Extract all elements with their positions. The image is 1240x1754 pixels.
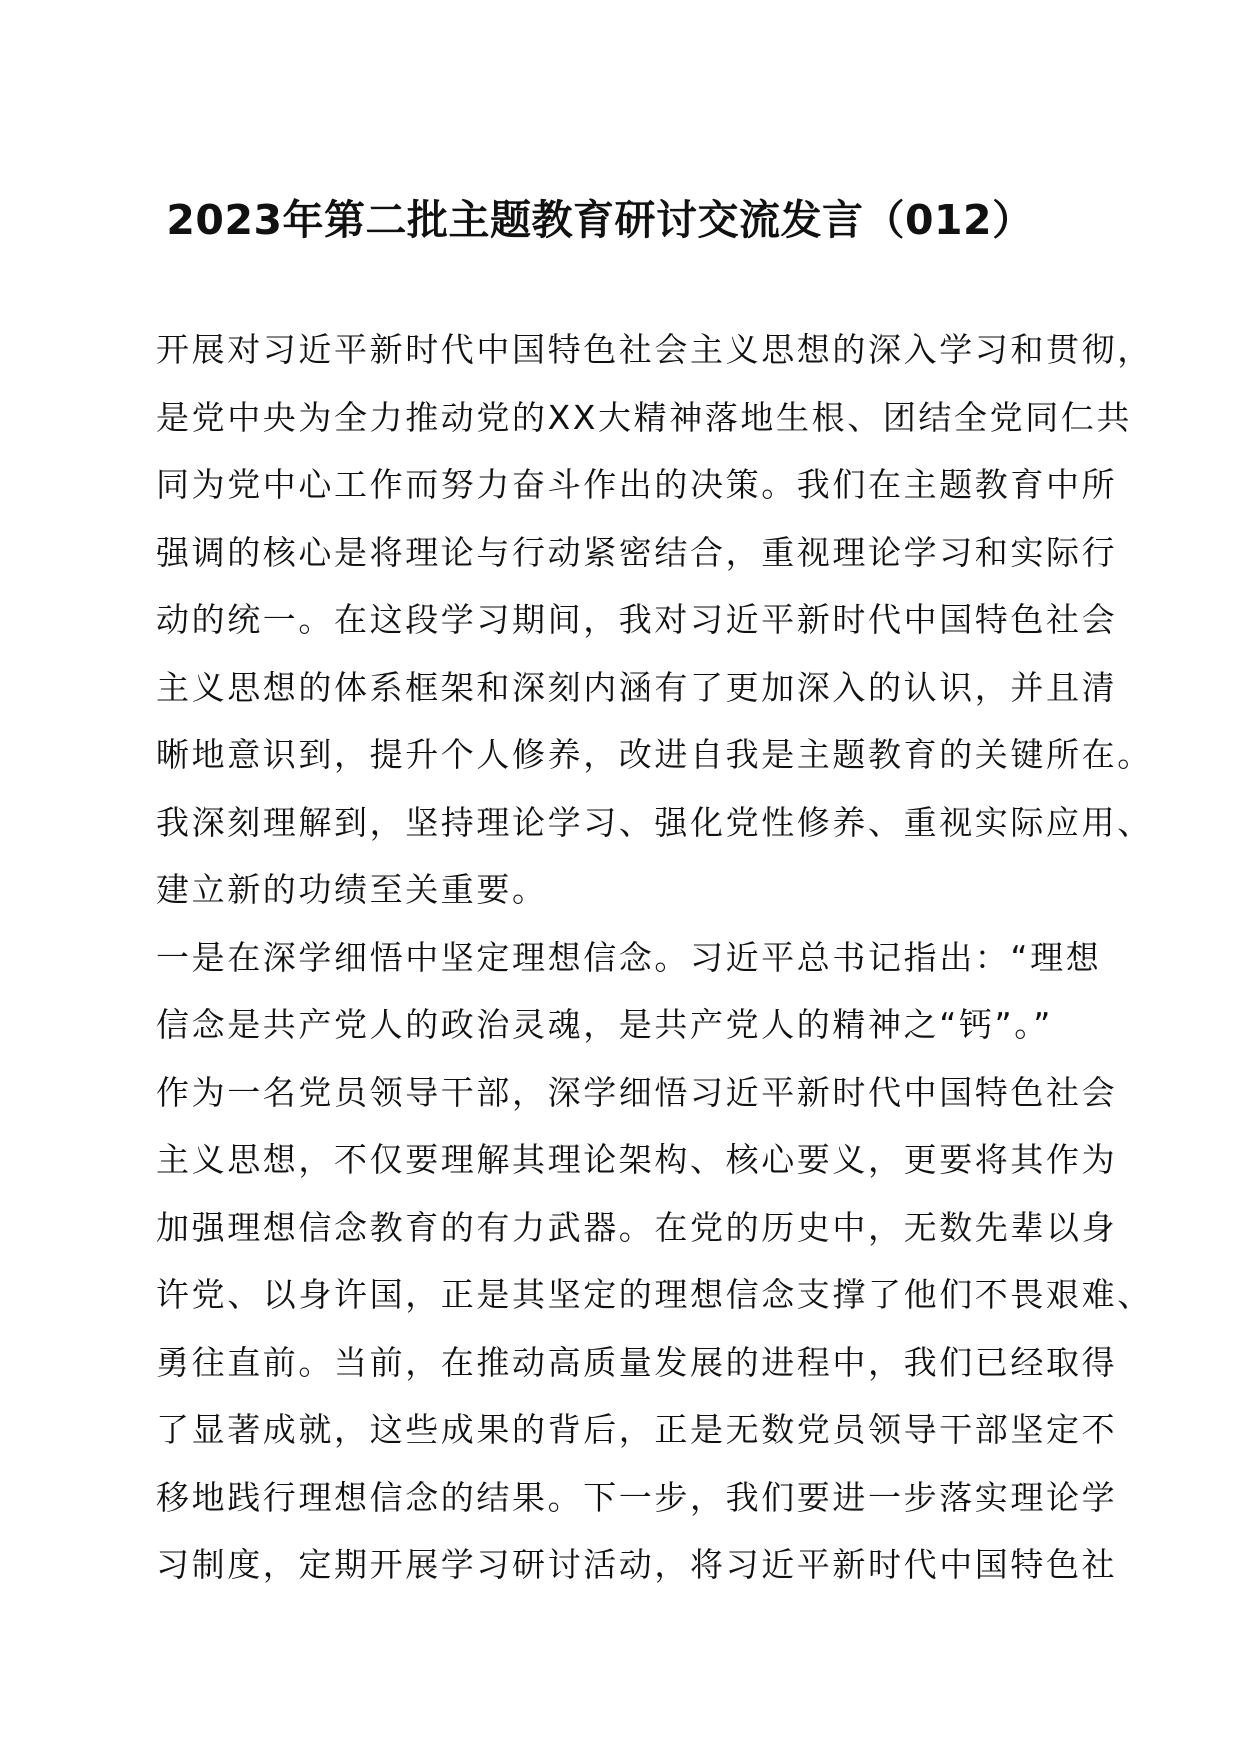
text-line: 开展对习近平新时代中国特色社会主义思想的深入学习和贯彻， — [156, 330, 1153, 369]
text-line: 我深刻理解到，坚持理论学习、强化党性修养、重视实际应用、 — [156, 802, 1153, 842]
text-line: 移地践行理想信念的结果。下一步，我们要进一步落实理论学 — [156, 1477, 1118, 1517]
text-line: 晰地意识到，提升个人修养，改进自我是主题教育的关键所在。 — [156, 735, 1153, 774]
text-line: 作为一名党员领导干部，深学细悟习近平新时代中国特色社会 — [156, 1072, 1118, 1112]
text-line: 了显著成就，这些成果的背后，正是无数党员领导干部坚定不 — [156, 1410, 1118, 1449]
document-title: 2023年第二批主题教育研讨交流发言（012） — [166, 196, 1034, 244]
document-body — [156, 316, 1153, 1599]
text-line: 动的统一。在这段学习期间，我对习近平新时代中国特色社会 — [156, 600, 1118, 639]
text-line: 是党中央为全力推动党的XX大精神落地生根、团结全党同仁共 — [156, 397, 1133, 437]
text-line: 强调的核心是将理论与行动紧密结合，重视理论学习和实际行 — [156, 532, 1118, 572]
text-line: 建立新的功绩至关重要。 — [156, 870, 548, 909]
text-line: 许党、以身许国，正是其坚定的理想信念支撑了他们不畏艰难、 — [156, 1275, 1153, 1314]
text-line: 习制度，定期开展学习研讨活动，将习近平新时代中国特色社 — [156, 1545, 1118, 1584]
text-line: 主义思想，不仅要理解其理论架构、核心要义，更要将其作为 — [156, 1140, 1118, 1179]
text-line: 一是在深学细悟中坚定理想信念。习近平总书记指出：“理想 — [156, 937, 1102, 977]
text-line: 主义思想的体系框架和深刻内涵有了更加深入的认识，并且清 — [156, 667, 1118, 707]
text-line: 信念是共产党人的政治灵魂，是共产党人的精神之“钙”。” — [156, 1005, 1053, 1044]
text-line: 加强理想信念教育的有力武器。在党的历史中，无数先辈以身 — [156, 1207, 1118, 1247]
text-line: 勇往直前。当前，在推动高质量发展的进程中，我们已经取得 — [156, 1342, 1118, 1382]
text-line: 同为党中心工作而努力奋斗作出的决策。我们在主题教育中所 — [156, 465, 1118, 504]
